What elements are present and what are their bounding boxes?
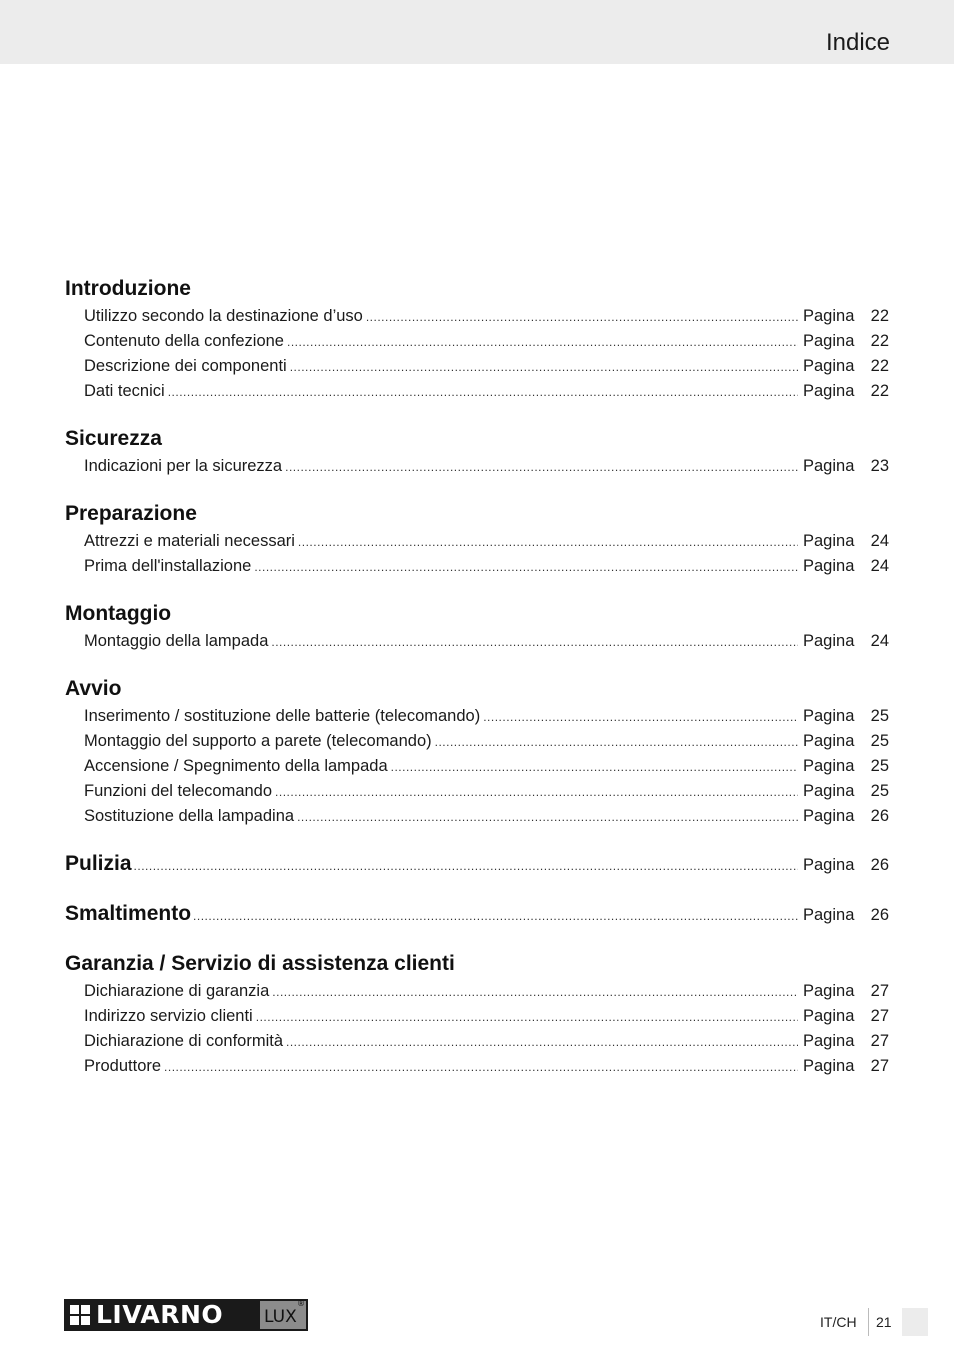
toc-section-preparazione — [65, 499, 889, 579]
section-heading: Introduzione — [65, 277, 191, 300]
toc-entry[interactable] — [65, 454, 889, 479]
page-word: Pagina — [803, 1032, 855, 1050]
leader-dots — [272, 980, 798, 1005]
entry-label: Dati tecnici — [84, 382, 165, 400]
page-word: Pagina — [803, 532, 855, 550]
entry-label: Contenuto della confezione — [84, 332, 284, 350]
section-heading: Sicurezza — [65, 427, 162, 450]
section-gap — [65, 579, 889, 599]
entry-label: Produttore — [84, 1057, 162, 1075]
entry-label: Dichiarazione di conformità — [84, 1032, 284, 1050]
page-number: 24 — [870, 532, 889, 550]
entry-label: Attrezzi e materiali necessari — [84, 532, 295, 550]
page-word: Pagina — [803, 307, 855, 325]
page-word: Pagina — [803, 807, 855, 825]
section-heading: Preparazione — [65, 502, 197, 525]
page-number: 22 — [870, 332, 889, 350]
toc-entry[interactable] — [65, 779, 889, 804]
brand-name: LIVARNO — [96, 1300, 224, 1329]
page-number: 25 — [870, 782, 889, 800]
section-gap — [65, 879, 889, 899]
section-heading: Pulizia — [65, 852, 132, 875]
page-number: 25 — [870, 757, 889, 775]
toc-section-sicurezza — [65, 424, 889, 479]
entry-label: Montaggio del supporto a parete (telecomando) — [84, 732, 432, 750]
brand-suffix: LUX — [264, 1307, 297, 1327]
toc-section-garanzia — [65, 949, 889, 1079]
leader-dots — [483, 705, 798, 730]
page-word: Pagina — [803, 1057, 855, 1075]
page-title: Indice — [825, 29, 890, 56]
leader-dots — [168, 380, 798, 405]
toc-entry[interactable] — [65, 529, 889, 554]
page-number: 27 — [870, 1057, 889, 1075]
page-number: 22 — [870, 357, 889, 375]
toc-entry[interactable] — [65, 329, 889, 354]
logo-squares-icon — [70, 1305, 90, 1325]
toc-entry[interactable] — [65, 704, 889, 729]
leader-dots — [164, 1055, 798, 1080]
section-gap — [65, 479, 889, 499]
page-word: Pagina — [803, 856, 855, 874]
leader-dots — [287, 330, 798, 355]
entry-label: Descrizione dei componenti — [84, 357, 287, 375]
toc-section-smaltimento[interactable] — [65, 899, 889, 929]
footer-tab — [902, 1308, 928, 1336]
page-number: 22 — [870, 307, 889, 325]
toc-section-pulizia[interactable] — [65, 849, 889, 879]
page-number: 25 — [870, 732, 889, 750]
entry-label: Inserimento / sostituzione delle batterie (telecomando) — [84, 707, 481, 725]
toc-entry[interactable] — [65, 379, 889, 404]
leader-dots — [290, 355, 798, 380]
page-number: 24 — [870, 557, 889, 575]
section-heading: Montaggio — [65, 602, 172, 625]
entry-label: Prima dell'installazione — [84, 557, 252, 575]
toc-section-montaggio — [65, 599, 889, 654]
entry-label: Utilizzo secondo la destinazione d’uso — [84, 307, 363, 325]
leader-dots — [298, 530, 798, 555]
section-heading: Garanzia / Servizio di assistenza clienti — [65, 952, 455, 975]
page-number: 22 — [870, 382, 889, 400]
page-number: 27 — [870, 1032, 889, 1050]
leader-dots — [286, 1030, 798, 1055]
page-word: Pagina — [803, 1007, 855, 1025]
logo-suffix-block — [260, 1299, 308, 1331]
page-word: Pagina — [803, 982, 855, 1000]
entry-label: Indirizzo servizio clienti — [84, 1007, 253, 1025]
leader-dots — [254, 555, 798, 580]
entry-label: Dichiarazione di garanzia — [84, 982, 270, 1000]
page-word: Pagina — [803, 757, 855, 775]
leader-dots — [271, 630, 798, 655]
page-word: Pagina — [803, 557, 855, 575]
entry-label: Indicazioni per la sicurezza — [84, 457, 283, 475]
page-word: Pagina — [803, 457, 855, 475]
section-heading: Smaltimento — [65, 902, 192, 925]
page-word: Pagina — [803, 782, 855, 800]
page-word: Pagina — [803, 382, 855, 400]
toc-entry[interactable] — [65, 729, 889, 754]
toc-entry[interactable] — [65, 754, 889, 779]
leader-dots — [391, 755, 798, 780]
page-number: 23 — [870, 457, 889, 475]
toc-entry[interactable] — [65, 979, 889, 1004]
leader-dots — [134, 851, 798, 881]
section-gap — [65, 654, 889, 674]
section-gap — [65, 404, 889, 424]
page-number: 27 — [870, 982, 889, 1000]
leader-dots — [193, 901, 798, 931]
leader-dots — [256, 1005, 798, 1030]
toc-entry[interactable] — [65, 304, 889, 329]
toc-section-avvio — [65, 674, 889, 829]
page-number: 25 — [870, 707, 889, 725]
footer-divider — [868, 1308, 869, 1336]
page-word: Pagina — [803, 632, 855, 650]
section-gap — [65, 929, 889, 949]
leader-dots — [366, 305, 798, 330]
header-bar — [0, 0, 954, 64]
section-gap — [65, 829, 889, 849]
toc-entry[interactable] — [65, 804, 889, 829]
leader-dots — [435, 730, 798, 755]
leader-dots — [285, 455, 798, 480]
table-of-contents — [65, 274, 889, 1079]
toc-entry[interactable] — [65, 1029, 889, 1054]
toc-section-introduzione — [65, 274, 889, 404]
entry-label: Funzioni del telecomando — [84, 782, 273, 800]
page-word: Pagina — [803, 906, 855, 924]
page-number: 26 — [870, 906, 889, 924]
toc-entry[interactable] — [65, 1054, 889, 1079]
section-heading: Avvio — [65, 677, 122, 700]
entry-label: Montaggio della lampada — [84, 632, 269, 650]
page-word: Pagina — [803, 732, 855, 750]
leader-dots — [297, 805, 798, 830]
brand-logo — [64, 1299, 308, 1331]
toc-entry[interactable] — [65, 354, 889, 379]
page-number: 26 — [870, 807, 889, 825]
toc-entry[interactable] — [65, 554, 889, 579]
registered-mark: ® — [297, 1299, 305, 1308]
page-word: Pagina — [803, 332, 855, 350]
page-number: 26 — [870, 856, 889, 874]
page-word: Pagina — [803, 707, 855, 725]
page-word: Pagina — [803, 357, 855, 375]
entry-label: Accensione / Spegnimento della lampada — [84, 757, 388, 775]
logo-main-block — [64, 1299, 260, 1331]
footer-locale: IT/CH — [820, 1314, 857, 1330]
entry-label: Sostituzione della lampadina — [84, 807, 295, 825]
leader-dots — [275, 780, 798, 805]
page-number: 24 — [870, 632, 889, 650]
footer-page-number: 21 — [876, 1314, 892, 1330]
page-number: 27 — [870, 1007, 889, 1025]
toc-entry[interactable] — [65, 629, 889, 654]
toc-entry[interactable] — [65, 1004, 889, 1029]
